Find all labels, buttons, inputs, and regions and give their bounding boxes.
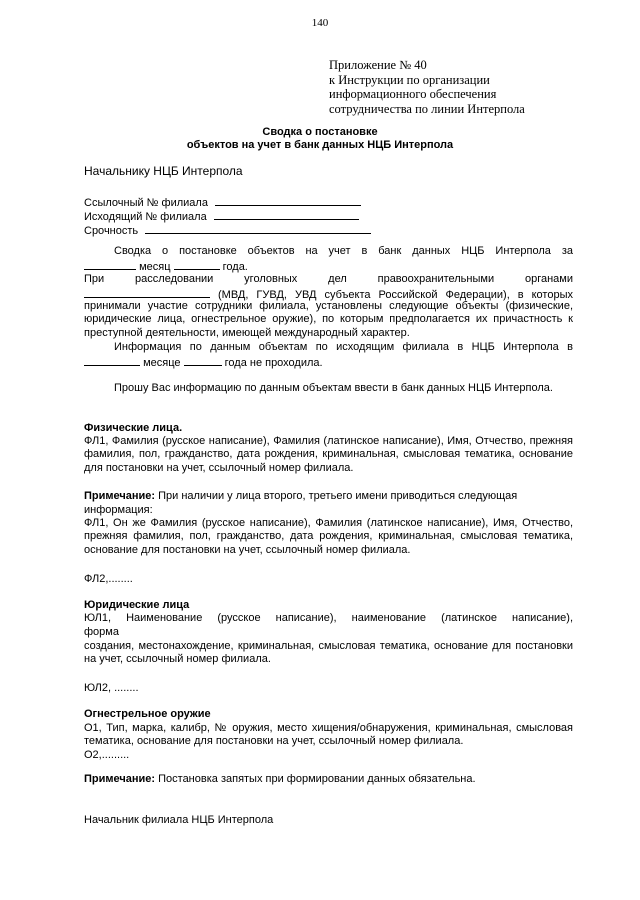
note-2-label: Примечание: xyxy=(84,773,156,785)
physical-heading: Физические лица. xyxy=(84,422,183,434)
appendix-line: Приложение № 40 xyxy=(329,58,427,72)
month-word: месяц xyxy=(139,261,171,273)
urgency-label: Срочность xyxy=(84,225,139,237)
note-1-line1 xyxy=(84,490,573,503)
note-2 xyxy=(84,773,573,786)
title-line: объектов на учет в банк данных НЦБ Интерпола xyxy=(186,139,454,152)
legal-line2: форма xyxy=(84,626,119,638)
intro-paragraph-3-end xyxy=(84,355,323,370)
appendix-line: сотрудничества по линии Интерпола xyxy=(329,101,525,116)
page-number: 140 xyxy=(311,17,329,29)
year-word: года. xyxy=(222,261,248,273)
ref-number-label: Ссылочный № филиала xyxy=(84,197,208,209)
note-1-text: При наличии у лица второго, третьего имени приводиться следующая xyxy=(158,490,518,502)
appendix-line: информационного обеспечения xyxy=(329,87,497,102)
legal-rest: создания, местонахождение, криминальная, смысловая тематика, основание для постановки на учет, ссылочный номер филиала. xyxy=(84,640,573,666)
out-number-label: Исходящий № филиала xyxy=(84,211,207,223)
month-blank xyxy=(84,259,136,270)
note-1-rest: ФЛ1, Он же Фамилия (русское написание), Фамилия (латинское написание), Имя, Отчество, прежняя фамилия, пол, гражданство, дата рождения, криминальная, смысловая тематика, основание для постановки на учет, ссылочный номер филиала. xyxy=(84,517,573,556)
legal-heading: Юридические лица xyxy=(84,599,190,611)
document-title xyxy=(0,126,640,152)
appendix-header xyxy=(329,58,525,116)
appendix-line: к Инструкции по организации xyxy=(329,72,490,87)
physical-text: ФЛ1, Фамилия (русское написание), Фамилия (латинское написание), Имя, Отчество, прежняя фамилия, пол, гражданство, дата рождения, криминальная, смысловая тематика, основание для постановки на учет, ссылочный номер филиала. xyxy=(84,435,573,474)
year-blank-2 xyxy=(184,355,222,366)
fl2-line: ФЛ2,........ xyxy=(84,573,133,585)
out-number-blank xyxy=(214,209,359,220)
year-blank xyxy=(174,259,220,270)
intro-paragraph-1: Сводка о постановке объектов на учет в банк данных НЦБ Интерпола за xyxy=(114,245,573,257)
agency-text: (МВД, ГУВД, УВД субъекта Российской Федерации), в которых xyxy=(218,289,573,301)
o2-line: О2,......... xyxy=(84,749,130,761)
weapons-heading: Огнестрельное оружие xyxy=(84,708,211,720)
ref-number-blank xyxy=(215,195,361,206)
year-end-text: года не проходила. xyxy=(224,357,323,369)
request-paragraph: Прошу Вас информацию по данным объектам ввести в банк данных НЦБ Интерпола. xyxy=(114,382,553,394)
note-2-text: Постановка запятых при формировании данных обязательна. xyxy=(158,773,476,785)
weapons-text: О1, Тип, марка, калибр, № оружия, место хищения/обнаружения, криминальная, смысловая тематика, основание для постановки на учет, ссылочный номер филиала. xyxy=(84,722,573,748)
month-blank-2 xyxy=(84,355,140,366)
urgency-blank xyxy=(145,223,371,234)
title-line: Сводка о постановке xyxy=(262,126,378,138)
signature-line: Начальник филиала НЦБ Интерпола xyxy=(84,814,274,826)
legal-line1: ЮЛ1, Наименование (русское написание), наименование (латинское написание), xyxy=(84,612,573,624)
intro-paragraph-2-line1: При расследовании уголовных дел правоохранительными органами xyxy=(84,273,573,285)
note-1-label: Примечание: xyxy=(84,490,156,502)
intro-paragraph-3: Информация по данным объектам по исходящим филиала в НЦБ Интерпола в xyxy=(114,341,573,353)
agency-blank xyxy=(84,287,210,298)
month-word-2: месяце xyxy=(143,357,181,369)
ul2-line: ЮЛ2, ........ xyxy=(84,682,139,694)
urgency-field xyxy=(84,223,371,238)
note-1-line2: информация: xyxy=(84,504,153,516)
addressee: Начальнику НЦБ Интерпола xyxy=(84,164,243,178)
intro-paragraph-2-rest: принимали участие сотрудники филиала, установлены следующие объекты (физические, юридические лица, огнестрельное оружие), по которым предполагается их причастность к преступной деятельности, имеющей международный характер. xyxy=(84,300,573,339)
